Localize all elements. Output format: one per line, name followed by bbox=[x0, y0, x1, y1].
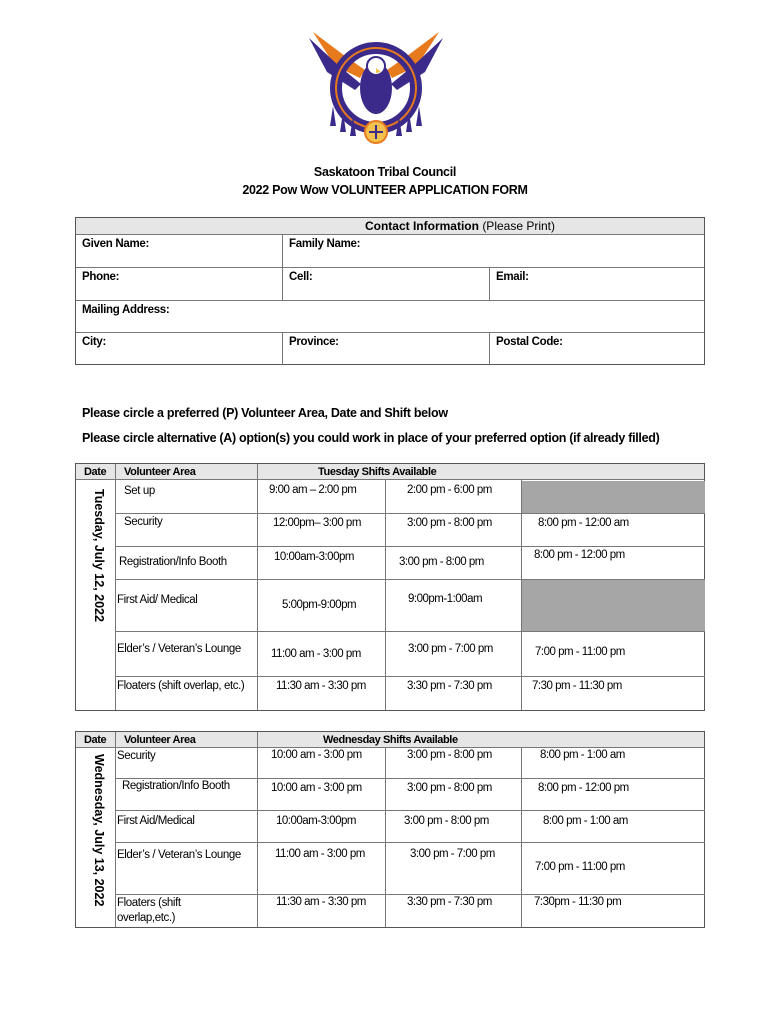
tuesday-date-label: Tuesday, July 12, 2022 bbox=[92, 489, 106, 622]
tuesday-shift-table bbox=[75, 463, 705, 711]
tuesday-floaters-shift1[interactable]: 11:30 am - 3:30 pm bbox=[276, 680, 366, 692]
family-name-field[interactable]: Family Name: bbox=[289, 238, 361, 250]
wednesday-elders-shift2[interactable]: 3:00 pm - 7:00 pm bbox=[410, 848, 495, 860]
tuesday-elders-shift2[interactable]: 3:00 pm - 7:00 pm bbox=[408, 643, 493, 655]
wednesday-date-label: Wednesday, July 13, 2022 bbox=[92, 754, 106, 907]
cell-field[interactable]: Cell: bbox=[289, 271, 313, 283]
mailing-address-field[interactable]: Mailing Address: bbox=[82, 304, 170, 316]
wednesday-security-shift2[interactable]: 3:00 pm - 8:00 pm bbox=[407, 749, 492, 761]
tuesday-floaters-shift3[interactable]: 7:30 pm - 11:30 pm bbox=[532, 680, 622, 692]
tuesday-col-area: Volunteer Area bbox=[124, 466, 196, 478]
city-field[interactable]: City: bbox=[82, 336, 107, 348]
saskatoon-tribal-council-logo bbox=[305, 26, 447, 156]
tuesday-firstaid-shift2[interactable]: 9:00pm-1:00am bbox=[408, 593, 483, 605]
tuesday-area-firstaid[interactable]: First Aid/ Medical bbox=[117, 594, 198, 606]
tuesday-floaters-shift2[interactable]: 3:30 pm - 7:30 pm bbox=[407, 680, 492, 692]
wednesday-firstaid-shift1[interactable]: 10:00am-3:00pm bbox=[276, 815, 356, 827]
wednesday-elders-shift3[interactable]: 7:00 pm - 11:00 pm bbox=[535, 861, 625, 873]
instruction-alternative: Please circle alternative (A) option(s) you could work in place of your preferred option (if already filled) bbox=[82, 431, 660, 445]
wednesday-area-elders[interactable]: Elder’s / Veteran’s Lounge bbox=[117, 849, 241, 861]
phone-field[interactable]: Phone: bbox=[82, 271, 120, 283]
tuesday-security-shift1[interactable]: 12:00pm– 3:00 pm bbox=[273, 517, 361, 529]
wednesday-floaters-shift1[interactable]: 11:30 am - 3:30 pm bbox=[276, 896, 366, 908]
tuesday-firstaid-shift1[interactable]: 5:00pm-9:00pm bbox=[282, 599, 357, 611]
tuesday-col-shifts: Tuesday Shifts Available bbox=[318, 466, 437, 478]
tuesday-security-shift2[interactable]: 3:00 pm - 8:00 pm bbox=[407, 517, 492, 529]
contact-heading-note: (Please Print) bbox=[482, 219, 556, 233]
tuesday-elders-shift3[interactable]: 7:00 pm - 11:00 pm bbox=[535, 646, 625, 658]
wednesday-floaters-shift3[interactable]: 7:30pm - 11:30 pm bbox=[534, 896, 622, 908]
wednesday-security-shift3[interactable]: 8:00 pm - 1:00 am bbox=[540, 749, 625, 761]
wednesday-area-floaters[interactable]: Floaters (shift overlap,etc.) bbox=[117, 897, 181, 924]
contact-heading-text: Contact Information bbox=[364, 219, 479, 233]
instruction-preferred: Please circle a preferred (P) Volunteer Area, Date and Shift below bbox=[82, 406, 448, 420]
tuesday-setup-unavailable bbox=[522, 481, 705, 513]
wednesday-firstaid-shift3[interactable]: 8:00 pm - 1:00 am bbox=[543, 815, 628, 827]
tuesday-area-security[interactable]: Security bbox=[124, 516, 163, 528]
tuesday-setup-shift2[interactable]: 2:00 pm - 6:00 pm bbox=[407, 484, 492, 496]
wednesday-floaters-shift2[interactable]: 3:30 pm - 7:30 pm bbox=[407, 896, 492, 908]
email-field[interactable]: Email: bbox=[496, 271, 529, 283]
wednesday-area-registration[interactable]: Registration/Info Booth bbox=[122, 780, 230, 792]
given-name-field[interactable]: Given Name: bbox=[82, 238, 150, 250]
wednesday-registration-shift1[interactable]: 10:00 am - 3:00 pm bbox=[271, 782, 362, 794]
tuesday-area-elders[interactable]: Elder’s / Veteran’s Lounge bbox=[117, 643, 241, 655]
tuesday-area-registration[interactable]: Registration/Info Booth bbox=[119, 556, 227, 568]
province-field[interactable]: Province: bbox=[289, 336, 339, 348]
org-title: Saskatoon Tribal Council bbox=[313, 165, 457, 179]
wednesday-registration-shift2[interactable]: 3:00 pm - 8:00 pm bbox=[407, 782, 492, 794]
tuesday-area-setup[interactable]: Set up bbox=[124, 485, 155, 497]
wednesday-elders-shift1[interactable]: 11:00 am - 3:00 pm bbox=[275, 848, 365, 860]
wednesday-col-date: Date bbox=[84, 734, 107, 746]
wednesday-area-security[interactable]: Security bbox=[117, 750, 156, 762]
wednesday-col-shifts: Wednesday Shifts Available bbox=[323, 734, 458, 746]
tuesday-security-shift3[interactable]: 8:00 pm - 12:00 am bbox=[538, 517, 629, 529]
contact-information-table bbox=[75, 217, 705, 365]
wednesday-area-firstaid[interactable]: First Aid/Medical bbox=[117, 815, 195, 827]
wednesday-shift-table bbox=[75, 731, 705, 928]
tuesday-setup-shift1[interactable]: 9:00 am – 2:00 pm bbox=[269, 484, 357, 496]
wednesday-registration-shift3[interactable]: 8:00 pm - 12:00 pm bbox=[538, 782, 629, 794]
tuesday-firstaid-unavailable bbox=[522, 580, 705, 631]
tuesday-area-floaters[interactable]: Floaters (shift overlap, etc.) bbox=[117, 680, 245, 692]
tuesday-registration-shift3[interactable]: 8:00 pm - 12:00 pm bbox=[534, 549, 625, 561]
contact-heading bbox=[76, 218, 704, 235]
form-title: 2022 Pow Wow VOLUNTEER APPLICATION FORM bbox=[242, 183, 528, 197]
tuesday-registration-shift2[interactable]: 3:00 pm - 8:00 pm bbox=[399, 556, 484, 568]
tuesday-registration-shift1[interactable]: 10:00am-3:00pm bbox=[274, 551, 354, 563]
wednesday-firstaid-shift2[interactable]: 3:00 pm - 8:00 pm bbox=[404, 815, 489, 827]
postal-code-field[interactable]: Postal Code: bbox=[496, 336, 563, 348]
wednesday-security-shift1[interactable]: 10:00 am - 3:00 pm bbox=[271, 749, 362, 761]
tuesday-col-date: Date bbox=[84, 466, 107, 478]
tuesday-elders-shift1[interactable]: 11:00 am - 3:00 pm bbox=[271, 648, 361, 660]
wednesday-col-area: Volunteer Area bbox=[124, 734, 196, 746]
